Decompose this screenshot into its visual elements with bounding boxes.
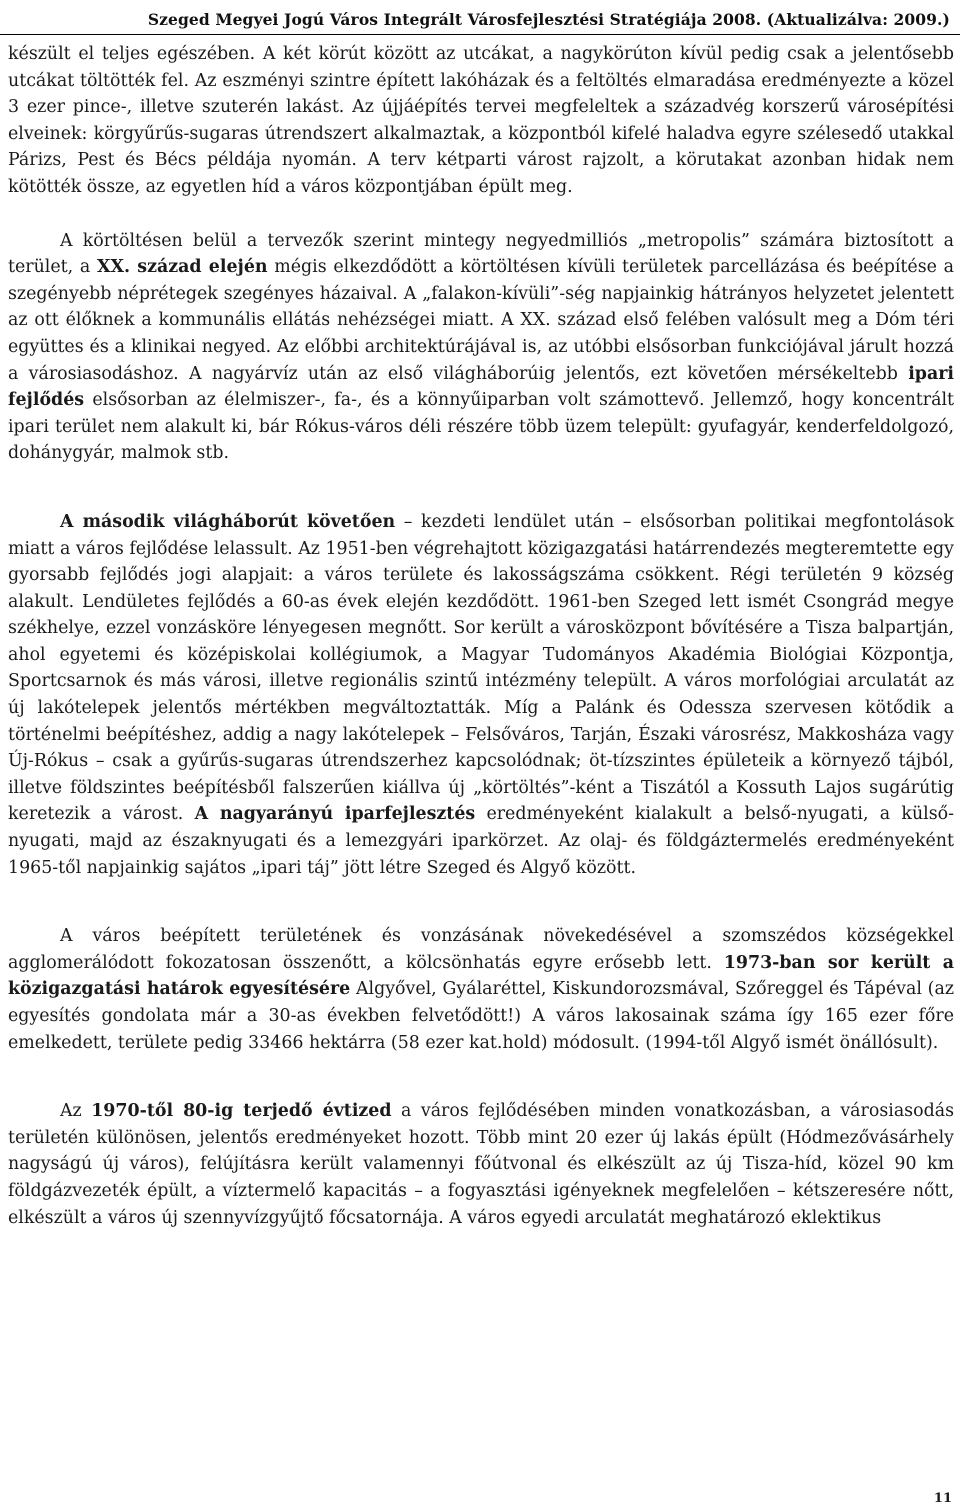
paragraph-2 — [8, 228, 954, 467]
text-run: a város fejlődésében minden vonatkozásban, a városiasodás területén különösen, jelentős eredményeket hozott. Több mint 20 ezer új lakás épült (Hódmezővásárhely nagyságú új város), felújításra került valamennyi főútvonal és elkészült az új Tisza-híd, közel 90 km földgázvezeték épült, a víztermelő kapacitás – a fogyasztási igényeknek megfelelően – kétszeresére nőtt, elkészült a város új szennyvízgyűjtő főcsatornája. A város egyedi arculatát meghatározó eklektikus — [8, 1101, 955, 1228]
text-run: A város beépített területének és vonzásának növekedésével a szomszédos községekkel agglomerálódott fokozatosan összenőtt, a kölcsönhatás egyre erősebb lett. — [8, 926, 954, 973]
paragraph-gap — [8, 1056, 954, 1098]
text-run: mégis elkezdődött a körtöltésen kívüli területek parcellázása és beépítése a szegényebb néprétegek szegényes házaival. A „falakon-kívüli”-ség napjainkig hátrányos helyzetet jelentett az ott élőknek a kommunális ellátás nehézségei miatt. A XX. század első felében valósult meg a Dóm téri együttes és a klinikai negyed. Az előbbi architektúrájával is, az utóbbi elsősorban funkciójával járult hozzá a városiasodáshoz. A nagyárvíz után az első világháborúig jelentős, ezt követően mérsékeltebb — [8, 257, 955, 384]
text-run: készült el teljes egészében. A két körút között az utcákat, a nagykörúton kívül pedig csak a jelentősebb utcákat töltötték fel. Az eszményi szintre épített lakóházak és a feltöltés elmaradása eredményezte a közel 3 ezer pince-, illetve szuterén lakást. Az újjáépítés tervei megfeleltek a századvég korszerű városépítési elveinek: körgyűrűs-sugaras útrendszert alkalmaztak, a központból kifelé haladva egyre szélesedő utakkal Párizs, Pest és Bécs példája nyomán. A terv kétparti várost rajzolt, a körutakat azonban hidak nem kötötték össze, az egyetlen híd a város központjában épült meg. — [8, 44, 954, 197]
bold-text-run: XX. század elején — [97, 257, 268, 278]
page-number: 11 — [933, 1491, 952, 1506]
paragraph-gap — [8, 201, 954, 228]
bold-text-run: 1973-ban sor került a közigazgatási határok egyesítésére — [8, 952, 954, 1000]
text-run: eredményeként kialakult a belső-nyugati, a külső-nyugati, majd az északnyugati és a lemezgyári iparkörzet. Az olaj- és földgáztermelés eredményeként 1965-től napjainkig sajátos „ipari táj” jött létre Szeged és Algyő között. — [8, 804, 954, 878]
paragraph-1 — [8, 41, 954, 201]
bold-text-run: A második világháborút követően — [60, 511, 396, 532]
header-rule — [0, 34, 960, 35]
running-header: Szeged Megyei Jogú Város Integrált Városfejlesztési Stratégiája 2008. (Aktualizálva: 2009.) — [147, 10, 950, 29]
document-body — [8, 41, 954, 1231]
paragraph-gap — [8, 467, 954, 509]
text-run: elsősorban az élelmiszer-, fa-, és a könnyűiparban volt számottevő. Jellemző, hogy koncentrált ipari terület nem alakult ki, bár Rókus-város déli részére több üzem települt: gyufagyár, kenderfeldolgozó, dohánygyár, malmok stb. — [8, 390, 954, 464]
paragraph-4 — [8, 923, 954, 1056]
text-run: Az — [60, 1101, 92, 1122]
text-run: A körtöltésen belül a tervezők szerint mintegy negyedmilliós „metropolis” számára biztosított a terület, a — [8, 230, 954, 278]
bold-text-run: A nagyarányú iparfejlesztés — [194, 804, 476, 825]
text-run: Algyővel, Gyálaréttel, Kiskundorozsmával, Szőreggel és Tápéval (az egyesítés gondolata már a 30-as években felvetődött!) A város lakosainak száma így 165 ezer főre emelkedett, területe pedig 33466 hektárra (58 ezer kat.hold) módosult. (1994-től Algyő ismét önállósult). — [8, 979, 954, 1053]
bold-text-run: ipari fejlődés — [8, 363, 954, 411]
paragraph-gap — [8, 881, 954, 923]
text-run: – kezdeti lendület után – elsősorban politikai megfontolások miatt a város fejlődése lelassult. Az 1951-ben végrehajtott közigazgatási határrendezés megteremtette egy gyorsabb fejlődés jogi alapjait: a város területe és lakosságszáma csökkent. Régi területén 9 község alakult. Lendületes fejlődés a 60-as évek elején kezdődött. 1961-ben Szeged lett ismét Csongrád megye székhelye, ezzel vonzásköre lényegesen megnőtt. Sor került a városközpont bővítésére a Tisza balpartján, ahol egyetemi és középiskolai kollégiumok, a Magyar Tudományos Akadémia Biológiai Központja, Sportcsarnok és más városi, illetve regionális szintű intézmény települt. A város morfológiai arculatát az új lakótelepek jelentős mértékben megváltoztatták. Míg a Palánk és Odessza szervesen kötődik a történelmi beépítéshez, addig a nagy lakótelepek – Felsőváros, Tarján, Északi városrész, Makkosháza vagy Új-Rókus – csak a gyűrűs-sugaras útrendszerhez kapcsolódnak; öt-tízszintes épületeik a környező tájból, illetve földszintes beépítésből falszerűen kiállva új „körtöltés”-ként a Tiszától a Kossuth Lajos sugárútig keretezik a várost. — [8, 511, 955, 825]
paragraph-3 — [8, 509, 954, 881]
paragraph-5 — [8, 1098, 954, 1231]
bold-text-run: 1970-től 80-ig terjedő évtized — [91, 1101, 392, 1122]
